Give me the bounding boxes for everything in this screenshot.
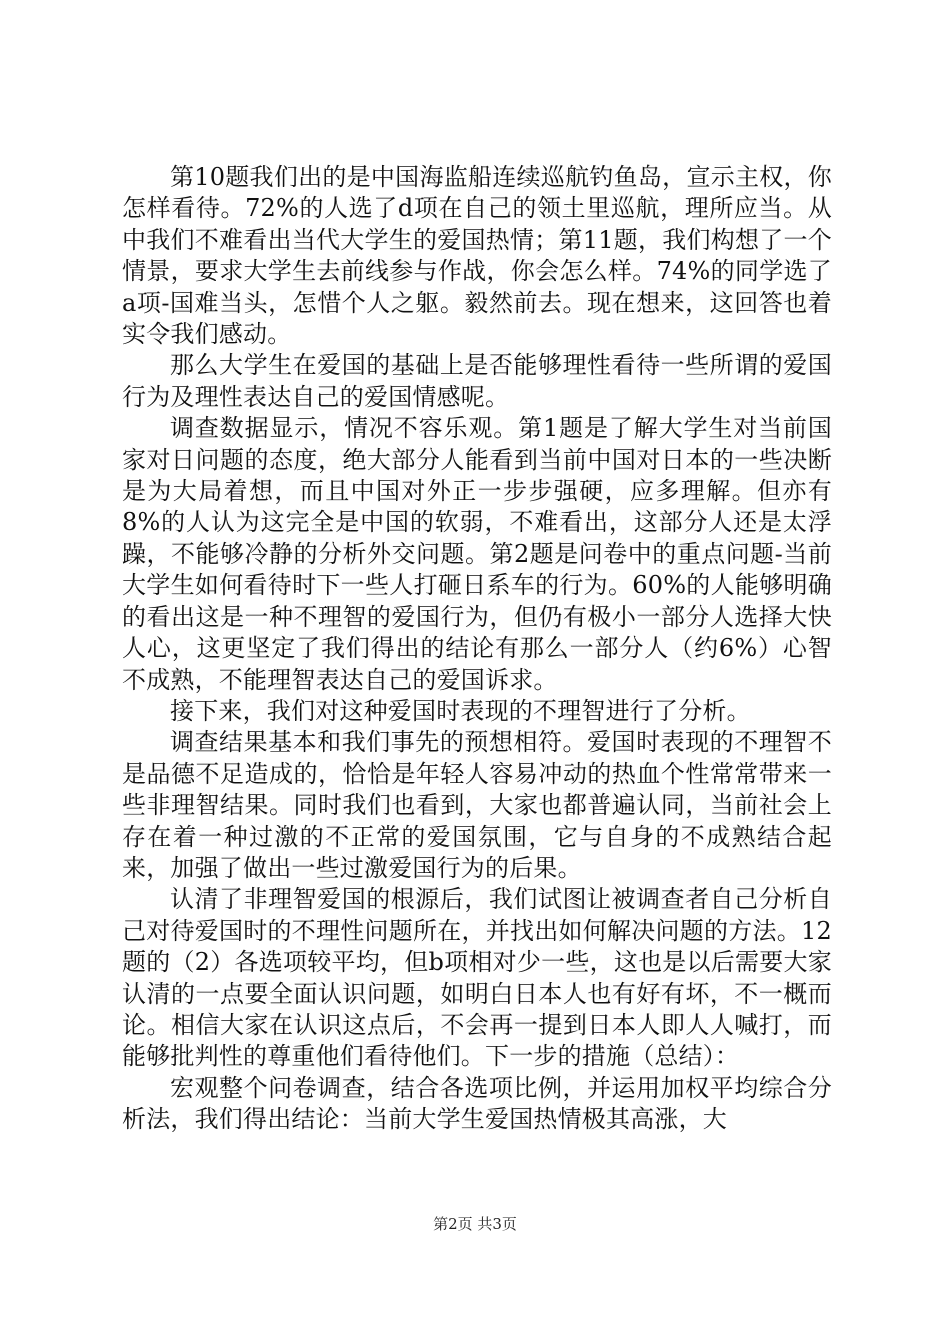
paragraph-6: 认清了非理智爱国的根源后，我们试图让被调查者自己分析自己对待爱国时的不理性问题所在，并找出如何解决问题的方法。12题的（2）各选项较平均，但b项相对少一些，这也是以后需要大家认清的一点要全面认识问题，如明白日本人也有好有坏，不一概而论。相信大家在认识这点后，不会再一提到日本人即人人喊打，而能够批判性的尊重他们看待他们。下一步的措施（总结）： [122, 885, 832, 1071]
page-footer: 第2页 共3页 [433, 1215, 517, 1233]
paragraph-7: 宏观整个问卷调查，结合各选项比例，并运用加权平均综合分析法，我们得出结论：当前大学生爱国热情极其高涨，大 [122, 1073, 832, 1134]
paragraph-1: 第10题我们出的是中国海监船连续巡航钓鱼岛，宣示主权，你怎样看待。72%的人选了d项在自己的领土里巡航，理所应当。从中我们不难看出当代大学生的爱国热情；第11题，我们构想了一个情景，要求大学生去前线参与作战，你会怎么样。74%的同学选了a项-国难当头，怎惜个人之躯。毅然前去。现在想来，这回答也着实令我们感动。 [122, 163, 832, 349]
paragraph-3: 调查数据显示，情况不容乐观。第1题是了解大学生对当前国家对日问题的态度，绝大部分人能看到当前中国对日本的一些决断是为大局着想，而且中国对外正一步步强硬，应多理解。但亦有8%的人认为这完全是中国的软弱，不难看出，这部分人还是太浮躁，不能够冷静的分析外交问题。第2题是问卷中的重点问题-当前大学生如何看待时下一些人打砸日系车的行为。60%的人能够明确的看出这是一种不理智的爱国行为，但仍有极小一部分人选择大快人心，这更坚定了我们得出的结论有那么一部分人（约6%）心智不成熟，不能理智表达自己的爱国诉求。 [122, 414, 832, 694]
paragraph-4: 接下来，我们对这种爱国时表现的不理智进行了分析。 [170, 696, 751, 725]
body-text [122, 162, 832, 1136]
paragraph-5: 调查结果基本和我们事先的预想相符。爱国时表现的不理智不是品德不足造成的，恰恰是年轻人容易冲动的热血个性常常带来一些非理智结果。同时我们也看到，大家也都普遍认同，当前社会上存在着一种过激的不正常的爱国氛围，它与自身的不成熟结合起来，加强了做出一些过激爱国行为的后果。 [122, 728, 832, 882]
paragraph-2: 那么大学生在爱国的基础上是否能够理性看待一些所谓的爱国行为及理性表达自己的爱国情感呢。 [122, 351, 832, 411]
